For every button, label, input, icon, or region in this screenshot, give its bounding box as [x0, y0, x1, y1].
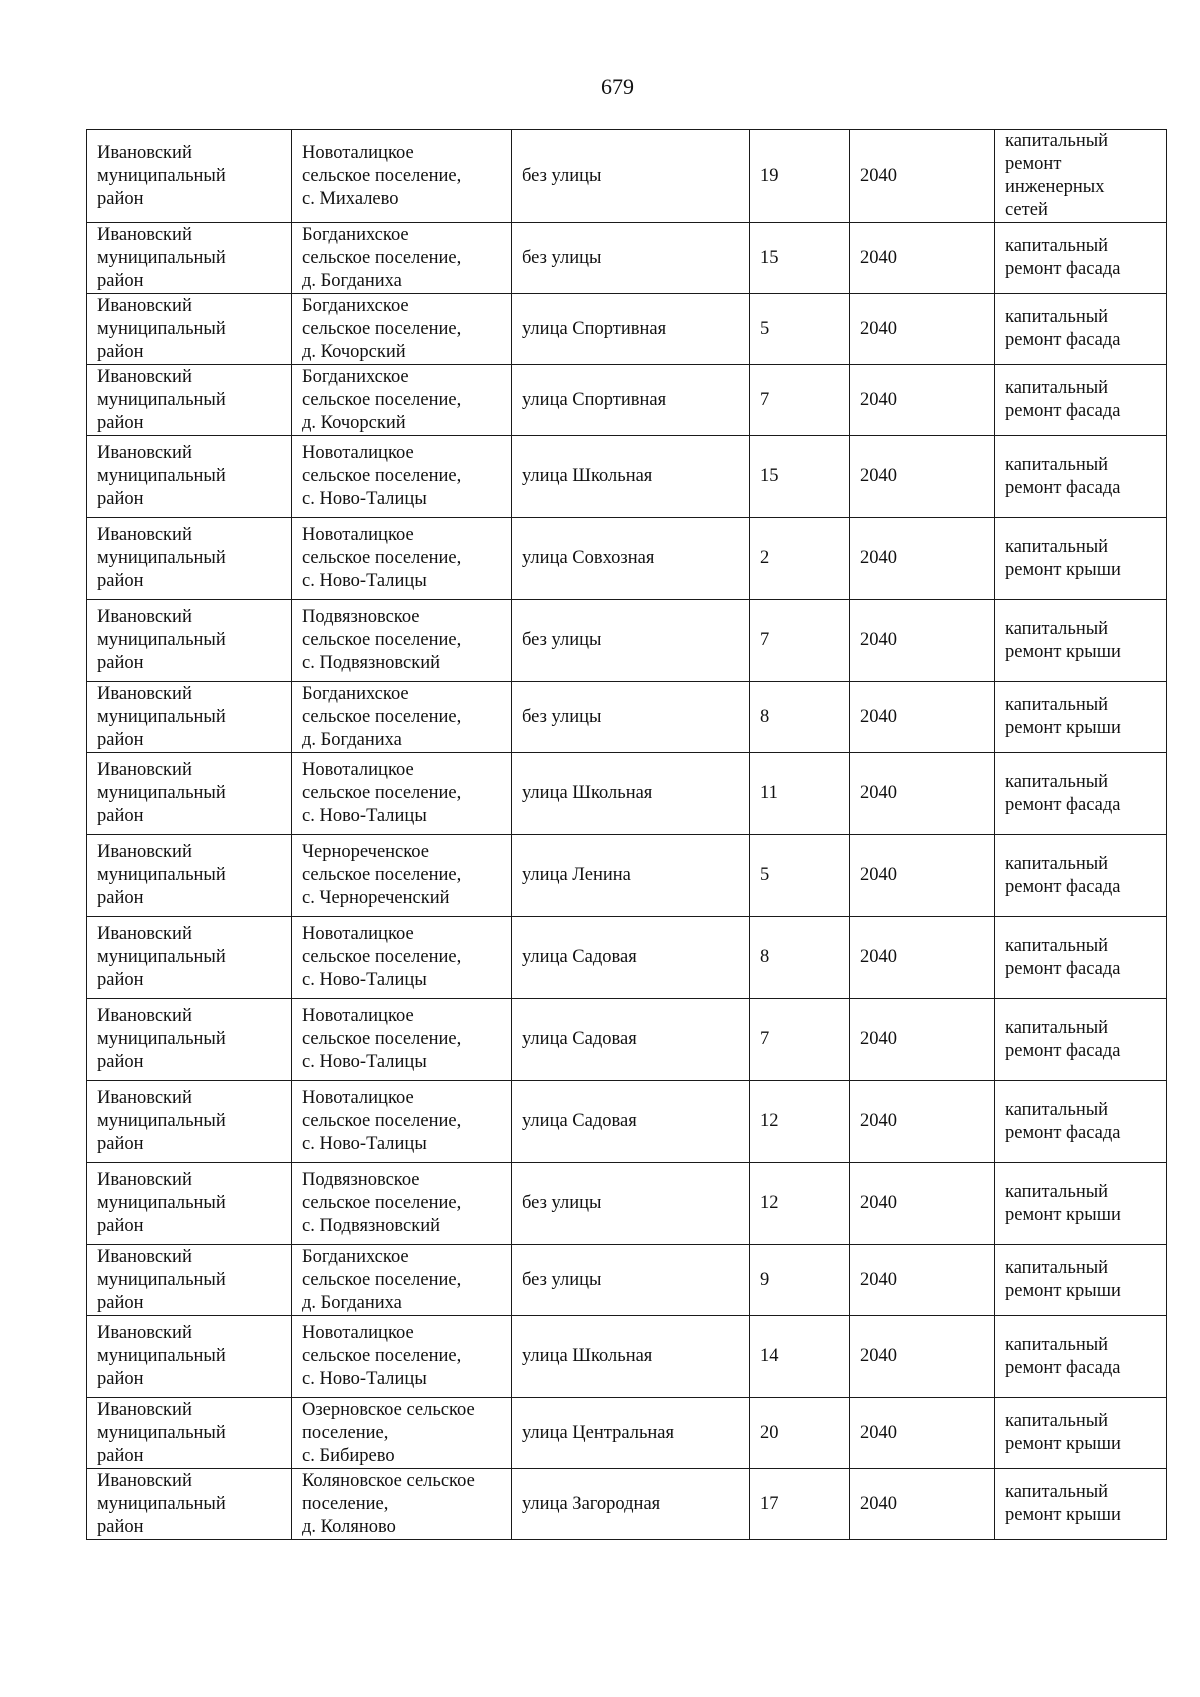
- district-cell: Ивановский муниципальный район: [87, 130, 292, 223]
- street-cell: без улицы: [512, 600, 750, 682]
- settlement-cell: Богданихское сельское поселение, д. Кочорский: [292, 365, 512, 436]
- district-cell: Ивановский муниципальный район: [87, 600, 292, 682]
- table-row: [87, 1245, 1167, 1316]
- year-cell: 2040: [850, 1316, 995, 1398]
- work-type-cell: капитальный ремонт фасада: [995, 365, 1167, 436]
- settlement-cell: Богданихское сельское поселение, д. Богданиха: [292, 223, 512, 294]
- house-number-cell: 7: [750, 365, 850, 436]
- work-type-cell: капитальный ремонт фасада: [995, 917, 1167, 999]
- house-number-cell: 5: [750, 294, 850, 365]
- year-cell: 2040: [850, 365, 995, 436]
- work-type-cell: капитальный ремонт крыши: [995, 1245, 1167, 1316]
- district-cell: Ивановский муниципальный район: [87, 294, 292, 365]
- district-cell: Ивановский муниципальный район: [87, 1081, 292, 1163]
- work-type-cell: капитальный ремонт крыши: [995, 1398, 1167, 1469]
- table-row: [87, 917, 1167, 999]
- settlement-cell: Богданихское сельское поселение, д. Богданиха: [292, 1245, 512, 1316]
- house-number-cell: 12: [750, 1081, 850, 1163]
- settlement-cell: Богданихское сельское поселение, д. Кочорский: [292, 294, 512, 365]
- street-cell: улица Садовая: [512, 1081, 750, 1163]
- district-cell: Ивановский муниципальный район: [87, 436, 292, 518]
- table-row: [87, 1081, 1167, 1163]
- table-row: [87, 436, 1167, 518]
- year-cell: 2040: [850, 518, 995, 600]
- house-number-cell: 17: [750, 1469, 850, 1540]
- work-type-cell: капитальный ремонт фасада: [995, 835, 1167, 917]
- table-row: [87, 600, 1167, 682]
- district-cell: Ивановский муниципальный район: [87, 682, 292, 753]
- house-number-cell: 14: [750, 1316, 850, 1398]
- work-type-cell: капитальный ремонт фасада: [995, 753, 1167, 835]
- table-row: [87, 682, 1167, 753]
- settlement-cell: Новоталицкое сельское поселение, с. Ново-Талицы: [292, 999, 512, 1081]
- table-row: [87, 518, 1167, 600]
- district-cell: Ивановский муниципальный район: [87, 365, 292, 436]
- work-type-cell: капитальный ремонт крыши: [995, 600, 1167, 682]
- street-cell: улица Совхозная: [512, 518, 750, 600]
- year-cell: 2040: [850, 223, 995, 294]
- work-type-cell: капитальный ремонт фасада: [995, 436, 1167, 518]
- table-row: [87, 753, 1167, 835]
- district-cell: Ивановский муниципальный район: [87, 1316, 292, 1398]
- year-cell: 2040: [850, 753, 995, 835]
- district-cell: Ивановский муниципальный район: [87, 1469, 292, 1540]
- street-cell: улица Спортивная: [512, 294, 750, 365]
- table-row: [87, 1469, 1167, 1540]
- street-cell: улица Школьная: [512, 753, 750, 835]
- work-type-cell: капитальный ремонт фасада: [995, 294, 1167, 365]
- houses-table: [86, 129, 1167, 1540]
- house-number-cell: 9: [750, 1245, 850, 1316]
- table-row: [87, 223, 1167, 294]
- district-cell: Ивановский муниципальный район: [87, 999, 292, 1081]
- settlement-cell: Новоталицкое сельское поселение, с. Ново-Талицы: [292, 1316, 512, 1398]
- house-number-cell: 7: [750, 999, 850, 1081]
- house-number-cell: 15: [750, 436, 850, 518]
- settlement-cell: Новоталицкое сельское поселение, с. Ново-Талицы: [292, 436, 512, 518]
- street-cell: улица Садовая: [512, 999, 750, 1081]
- year-cell: 2040: [850, 1081, 995, 1163]
- year-cell: 2040: [850, 600, 995, 682]
- settlement-cell: Подвязновское сельское поселение, с. Подвязновский: [292, 1163, 512, 1245]
- year-cell: 2040: [850, 1245, 995, 1316]
- street-cell: без улицы: [512, 682, 750, 753]
- street-cell: без улицы: [512, 1245, 750, 1316]
- street-cell: улица Садовая: [512, 917, 750, 999]
- year-cell: 2040: [850, 130, 995, 223]
- house-number-cell: 11: [750, 753, 850, 835]
- table-row: [87, 130, 1167, 223]
- district-cell: Ивановский муниципальный район: [87, 1163, 292, 1245]
- year-cell: 2040: [850, 682, 995, 753]
- work-type-cell: капитальный ремонт фасада: [995, 223, 1167, 294]
- district-cell: Ивановский муниципальный район: [87, 1398, 292, 1469]
- district-cell: Ивановский муниципальный район: [87, 835, 292, 917]
- work-type-cell: капитальный ремонт фасада: [995, 1081, 1167, 1163]
- year-cell: 2040: [850, 1469, 995, 1540]
- house-number-cell: 19: [750, 130, 850, 223]
- house-number-cell: 2: [750, 518, 850, 600]
- work-type-cell: капитальный ремонт крыши: [995, 1469, 1167, 1540]
- district-cell: Ивановский муниципальный район: [87, 1245, 292, 1316]
- settlement-cell: Озерновское сельское поселение, с. Бибирево: [292, 1398, 512, 1469]
- table-body: [87, 130, 1167, 1540]
- street-cell: улица Школьная: [512, 1316, 750, 1398]
- settlement-cell: Новоталицкое сельское поселение, с. Ново-Талицы: [292, 917, 512, 999]
- settlement-cell: Богданихское сельское поселение, д. Богданиха: [292, 682, 512, 753]
- settlement-cell: Новоталицкое сельское поселение, с. Михалево: [292, 130, 512, 223]
- district-cell: Ивановский муниципальный район: [87, 518, 292, 600]
- settlement-cell: Коляновское сельское поселение, д. Коляново: [292, 1469, 512, 1540]
- house-number-cell: 20: [750, 1398, 850, 1469]
- house-number-cell: 7: [750, 600, 850, 682]
- street-cell: улица Центральная: [512, 1398, 750, 1469]
- street-cell: без улицы: [512, 1163, 750, 1245]
- year-cell: 2040: [850, 835, 995, 917]
- table-row: [87, 999, 1167, 1081]
- street-cell: без улицы: [512, 130, 750, 223]
- work-type-cell: капитальный ремонт фасада: [995, 999, 1167, 1081]
- street-cell: улица Ленина: [512, 835, 750, 917]
- settlement-cell: Подвязновское сельское поселение, с. Подвязновский: [292, 600, 512, 682]
- page-number: 679: [601, 74, 634, 99]
- settlement-cell: Новоталицкое сельское поселение, с. Ново-Талицы: [292, 1081, 512, 1163]
- house-number-cell: 8: [750, 682, 850, 753]
- year-cell: 2040: [850, 294, 995, 365]
- table-row: [87, 294, 1167, 365]
- street-cell: улица Загородная: [512, 1469, 750, 1540]
- table-row: [87, 1398, 1167, 1469]
- district-cell: Ивановский муниципальный район: [87, 753, 292, 835]
- settlement-cell: Чернореченское сельское поселение, с. Чернореченский: [292, 835, 512, 917]
- table-row: [87, 835, 1167, 917]
- district-cell: Ивановский муниципальный район: [87, 223, 292, 294]
- street-cell: без улицы: [512, 223, 750, 294]
- year-cell: 2040: [850, 917, 995, 999]
- year-cell: 2040: [850, 999, 995, 1081]
- street-cell: улица Спортивная: [512, 365, 750, 436]
- house-number-cell: 5: [750, 835, 850, 917]
- work-type-cell: капитальный ремонт крыши: [995, 518, 1167, 600]
- table-row: [87, 365, 1167, 436]
- work-type-cell: капитальный ремонт инженерных сетей: [995, 130, 1167, 223]
- table-row: [87, 1163, 1167, 1245]
- settlement-cell: Новоталицкое сельское поселение, с. Ново-Талицы: [292, 753, 512, 835]
- settlement-cell: Новоталицкое сельское поселение, с. Ново-Талицы: [292, 518, 512, 600]
- street-cell: улица Школьная: [512, 436, 750, 518]
- work-type-cell: капитальный ремонт фасада: [995, 1316, 1167, 1398]
- house-number-cell: 8: [750, 917, 850, 999]
- year-cell: 2040: [850, 1398, 995, 1469]
- house-number-cell: 12: [750, 1163, 850, 1245]
- house-number-cell: 15: [750, 223, 850, 294]
- work-type-cell: капитальный ремонт крыши: [995, 1163, 1167, 1245]
- work-type-cell: капитальный ремонт крыши: [995, 682, 1167, 753]
- table-row: [87, 1316, 1167, 1398]
- year-cell: 2040: [850, 1163, 995, 1245]
- district-cell: Ивановский муниципальный район: [87, 917, 292, 999]
- year-cell: 2040: [850, 436, 995, 518]
